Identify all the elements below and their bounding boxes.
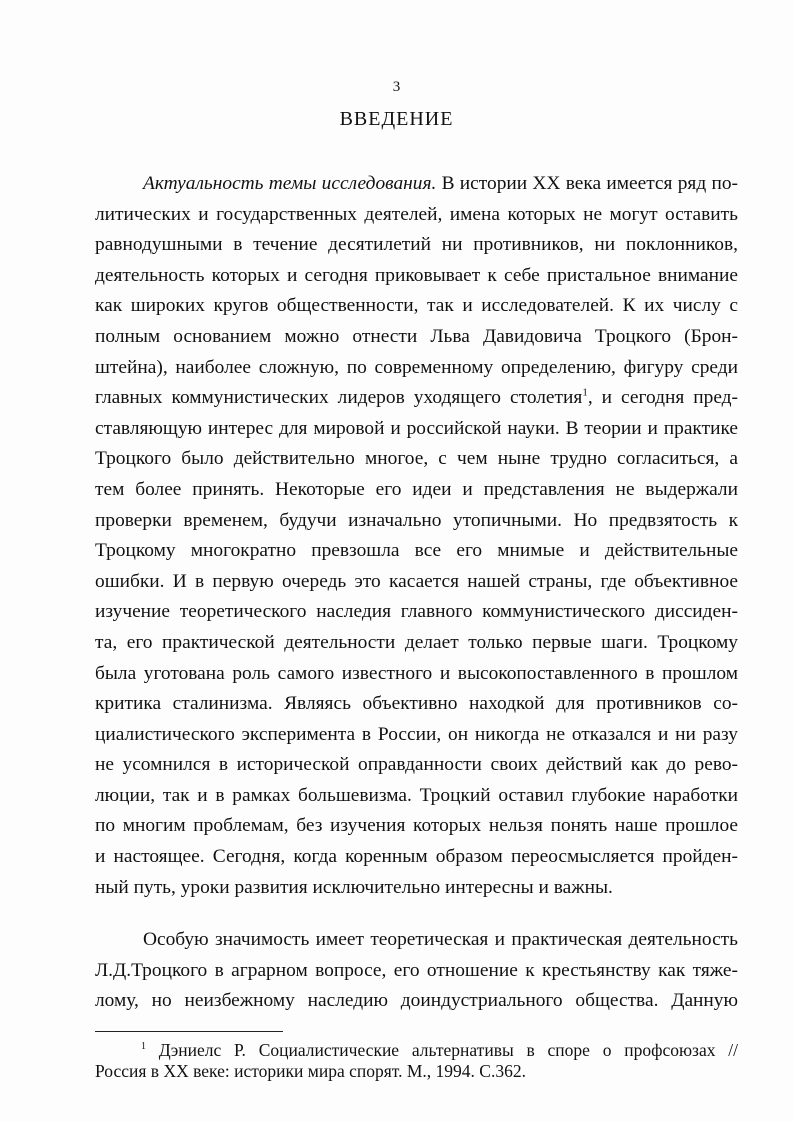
text-line: по многим проблемам, без изучения которых нельзя понять наше прошлое (95, 815, 738, 837)
text-line: Троцкому многократно превзошла все его мнимые и действительные (95, 540, 738, 562)
text-line: изучение теоретического наследия главного коммунистического диссиден- (95, 601, 738, 623)
footnote-line (95, 1040, 738, 1061)
text-line: циалистического эксперимента в России, он никогда не отказался и ни разу (95, 723, 738, 745)
text-line: и настоящее. Сегодня, когда коренным образом переосмысляется пройден- (95, 846, 738, 868)
text-line: Троцкого было действительно многое, с чем ныне трудно согласиться, а (95, 448, 738, 470)
text-line: тем более принять. Некоторые его идеи и представления не выдержали (95, 478, 738, 500)
italic-lead: Актуальность темы исследования. (143, 173, 437, 194)
text-line: ставляющую интерес для мировой и российской науки. В теории и практике (95, 417, 738, 439)
footnote-text: Дэниелс Р. Социалистические альтернативы в споре о профсоюзах // (146, 1040, 738, 1060)
paragraph-relevance (95, 169, 738, 903)
text-fragment: главных коммунистических лидеров уходящего столетия (95, 387, 583, 409)
text-line: не усомнился в исторической оправданности своих действий как до рево- (95, 754, 738, 776)
text-line: проверки временем, будучи изначально утопичными. Но предвзятость к (95, 509, 738, 531)
text-line: была уготована роль самого известного и высокопоставленного в прошлом (95, 662, 738, 684)
text-line: люции, так и в рамках большевизма. Троцкий оставил глубокие наработки (95, 784, 738, 806)
text-line: равнодушными в течение десятилетий ни противников, ни поклонников, (95, 234, 738, 256)
text-line: штейна), наиболее сложную, по современному определению, фигуру среди (95, 356, 738, 378)
section-heading: ВВЕДЕНИЕ (339, 108, 454, 130)
footnote-divider (95, 1031, 283, 1032)
footnote-reference[interactable]: 1 (582, 386, 588, 399)
text-fragment: В истории XX века имеется ряд по- (436, 173, 739, 194)
page-number: 3 (392, 79, 401, 95)
text-line: Особую значимость имеет теоретическая и практическая деятельность (143, 929, 738, 950)
paragraph-agrarian (95, 925, 738, 1017)
text-fragment: , и сегодня пред- (587, 387, 738, 409)
text-line: как широких кругов общественности, так и исследователей. К их числу с (95, 295, 738, 317)
footnote-marker: 1 (141, 1041, 146, 1053)
text-line (95, 169, 738, 200)
text-line: Л.Д.Троцкого в аграрном вопросе, его отношение к крестьянству как тяже- (95, 959, 738, 981)
text-line: критика сталинизма. Являясь объективно находкой для противников со- (95, 693, 738, 715)
footnote-line: Россия в XX веке: историки мира спорят. М., 1994. С.362. (95, 1061, 526, 1081)
text-line: литических и государственных деятелей, имена которых не могут оставить (95, 203, 738, 225)
text-line: ный путь, уроки развития исключительно интересны и важны. (95, 876, 613, 898)
text-line (95, 383, 738, 414)
text-line: та, его практической деятельности делает только первые шаги. Троцкому (95, 631, 738, 653)
footnote (95, 1040, 738, 1082)
text-line: лому, но неизбежному наследию доиндустриального общества. Данную (95, 990, 738, 1012)
text-line: деятельность которых и сегодня приковывает к себе пристальное внимание (95, 264, 738, 286)
text-line: полным основанием можно отнести Льва Давидовича Троцкого (Брон- (95, 325, 738, 347)
text-line: ошибки. И в первую очередь это касается нашей страны, где объективное (95, 570, 738, 592)
